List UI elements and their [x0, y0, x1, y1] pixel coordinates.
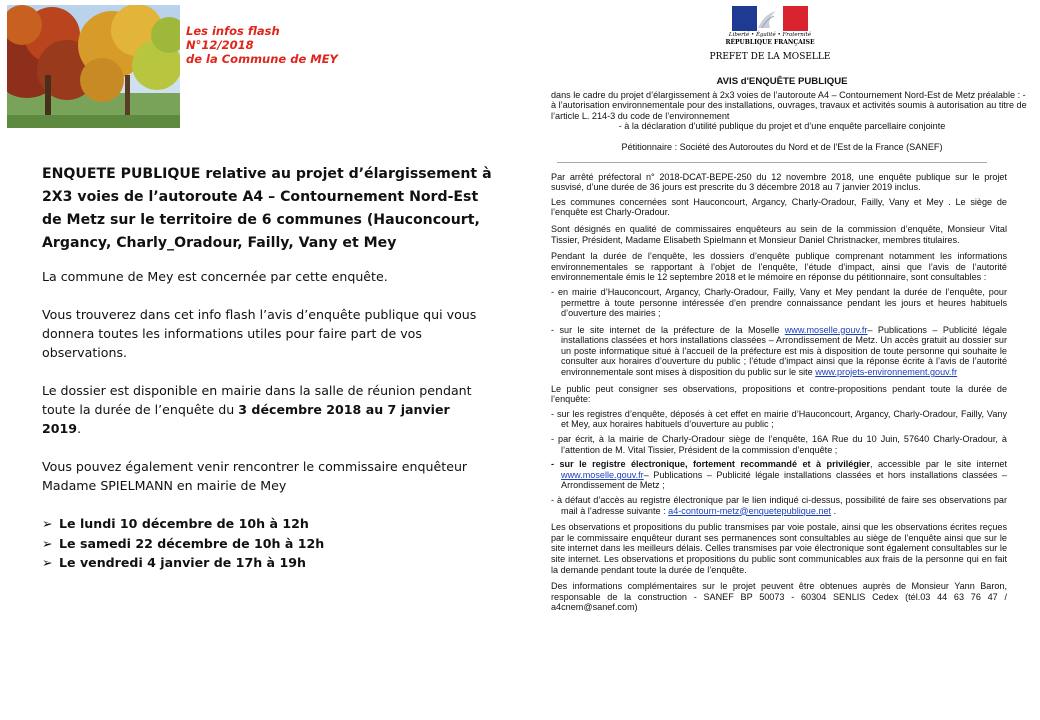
- moselle-link[interactable]: www.moselle.gouv.fr: [784, 324, 868, 335]
- republic-motto: Liberté • Égalité • Fraternité: [728, 32, 812, 38]
- item-text: , accessible par le site internet: [870, 459, 1008, 470]
- item-text: - à défaut d’accès au registre électronique par le lien indiqué ci-dessus, possibilité de faire ses observations par mail à l’adresse suivante :: [551, 495, 1007, 516]
- petitionnaire: Pétitionnaire : Société des Autoroutes du Nord et de l’Est de la France (SANEF): [621, 141, 943, 152]
- flash-header: [186, 24, 338, 66]
- avis-intro-dup: - à la déclaration d’utilité publique du projet et d’une enquête parcellaire conjointe: [618, 121, 946, 132]
- permanence-label: Le samedi 22 décembre de 10h à 12h: [59, 535, 325, 551]
- projets-environnement-link[interactable]: www.projets-environnement.gouv.fr: [815, 367, 958, 378]
- permanence-item: [42, 534, 492, 554]
- item-bold: - sur le registre électronique, fortement recommandé et à privilégier: [551, 459, 871, 470]
- autumn-tree-photo: [7, 5, 180, 128]
- permanence-list: [42, 514, 492, 573]
- avis-list-item: - sur les registres d’enquête, déposés à cet effet en mairie d’Hauconcourt, Argancy, Charly-Oradour, Failly, Vany et Mey, aux horaires habituels d’ouverture au public ;: [551, 408, 1007, 430]
- avis-list-item: [551, 495, 1007, 516]
- p3-text: Le dossier est disponible en mairie dans la salle de réunion pendant toute la durée de l’enquête du: [42, 383, 472, 417]
- chevron-right-icon: ➢: [42, 516, 53, 531]
- avis-body: [537, 172, 1027, 613]
- avis-paragraph: Des informations complémentaires sur le projet peuvent être obtenues auprès de Monsieur Yann Baron, responsable de la construction - SANEF BP 50073 - 60304 SENLIS Cedex (tél.03 44 63 76 47 / a4cnem@sanef.com): [551, 581, 1007, 613]
- permanence-item: [42, 553, 492, 573]
- email-link[interactable]: a4-contourn-metz@enquetepublique.net: [668, 505, 832, 516]
- republique-francaise: RÉPUBLIQUE FRANÇAISE: [725, 39, 815, 46]
- chevron-right-icon: ➢: [42, 535, 53, 551]
- moselle-link[interactable]: www.moselle.gouv.fr: [561, 469, 644, 480]
- avis-list-item: - en mairie d’Hauconcourt, Argancy, Charly-Oradour, Failly, Vany et Mey pendant la durée de l’enquête, pour permettre à toute personne intéressée d’en prendre connaissance pendant les jours et heures habituels d’ouverture des mairies ;: [551, 286, 1007, 319]
- avis-document: [537, 77, 1027, 617]
- left-column: [42, 163, 492, 573]
- item-text: - sur le site internet de la préfecture de la Moselle: [551, 324, 785, 335]
- avis-list-item: [551, 459, 1007, 491]
- prefecture-logo: [705, 6, 835, 63]
- permanence-label: Le vendredi 4 janvier de 17h à 19h: [59, 555, 306, 570]
- avis-paragraph: Pendant la durée de l’enquête, les dossiers d’enquête publique comprenant notamment les informations environnementales se rapportant à l’objet de l’enquête, l’étude d’impact, ainsi que l’avis de l’autorité environnementale émis le 12 septembre 2018 et le mémoire en réponse du pétitionnaire, sont consultables :: [551, 251, 1007, 283]
- chevron-right-icon: ➢: [42, 555, 53, 570]
- avis-paragraph: Par arrêté préfectoral n° 2018-DCAT-BEPE-250 du 12 novembre 2018, une enquête publique sur le projet susvisé, d’une durée de 36 jours est prescrite du 3 décembre 2018 au 7 janvier 2019 inclus.: [551, 171, 1007, 193]
- left-title: ENQUETE PUBLIQUE relative au projet d’élargissement à 2X3 voies de l’autoroute A4 – Contournement Nord-Est de Metz sur le territoire de 6 communes (Hauconcourt, Argancy, Charly_Oradour, Failly, Vany et Mey: [42, 166, 492, 251]
- avis-list-item: [551, 325, 1007, 378]
- prefet-label: PREFET DE LA MOSELLE: [709, 52, 831, 62]
- item-text: .: [831, 505, 837, 516]
- left-paragraph-2: Vous trouverez dans cet info flash l’avis d’enquête publique qui vous donnera toutes les informations utiles pour faire part de vos observations.: [42, 307, 477, 360]
- avis-paragraph: Le public peut consigner ses observations, propositions et contre-propositions pendant toute la durée de l’enquête:: [551, 383, 1007, 405]
- item-text: – Publications – Publicité légale installations classées et hors installations classées – Arrondissement de Metz ;: [561, 469, 1007, 491]
- avis-paragraph: Les observations et propositions du public transmises par voie postale, ainsi que les observations écrites reçues par le commissaire enquêteur durant ses permanences sont consultables au siège de l’enquête ainsi que sur le site internet dans les meilleurs délais. Celles transmises par voie électronique sont également consultables sur le site internet. Les observations et propositions du public sont communicables aux frais de la personne qui en fait la demande pendant toute la durée de l’enquête.: [551, 522, 1007, 575]
- p3-end: .: [77, 421, 82, 436]
- avis-title: AVIS d'ENQUÊTE PUBLIQUE: [716, 76, 848, 87]
- p3-dates: 3 décembre 2018 au 7 janvier 2019: [42, 402, 450, 436]
- flash-line-1: Les infos flash: [186, 24, 280, 38]
- left-paragraph-4: Vous pouvez également venir rencontrer le commissaire enquêteur Madame SPIELMANN en mairie de Mey: [42, 459, 468, 493]
- divider: [557, 162, 987, 163]
- flash-line-2: N°12/2018: [186, 38, 254, 52]
- permanence-label: Le lundi 10 décembre de 10h à 12h: [59, 516, 309, 531]
- item-text: – Publications – Publicité légale installations classées et hors installations classées – Arrondissement de Metz. Un accès gratuit au dossier sur un poste informatique situé à l’accueil de la préfecture est mis à disposition de toute personne qui souhaite le consulter aux horaires d’ouverture du public ; l’étude d’impact ainsi que la réponse écrite à l’avis de l’autorité environnementale sont mises à disposition du public sur le site: [561, 324, 1007, 378]
- avis-paragraph: Sont désignés en qualité de commissaires enquêteurs au sein de la commission d’enquête, Monsieur Vital Tissier, Président, Madame Elisabeth Spielmann et Monsieur Daniel Christnacker, membres titulaires.: [551, 223, 1007, 245]
- avis-intro: dans le cadre du projet d’élargissement à 2x3 voies de l’autoroute A4 – Contournement Nord-Est de Metz préalable : - à l’autorisation environnementale pour des installations, ouvrages, travaux et activités soumis à autorisation au titre de l’article L. 214-3 du code de l’environnement: [551, 89, 1027, 121]
- left-paragraph-3: [42, 381, 492, 438]
- avis-paragraph: Les communes concernées sont Hauconcourt, Argancy, Charly-Oradour, Failly, Vany et Mey . Le siège de l’enquête est Charly-Oradour.: [551, 196, 1007, 218]
- left-paragraph-1: La commune de Mey est concernée par cette enquête.: [42, 269, 388, 284]
- avis-list-item: - par écrit, à la mairie de Charly-Oradour siège de l’enquête, 16A Rue du 10 Juin, 57640 Charly-Oradour, à l’attention de M. Vital Tissier, Président de la commission d’enquête ;: [551, 434, 1007, 455]
- flash-line-3: de la Commune de MEY: [186, 52, 338, 66]
- permanence-item: [42, 514, 492, 534]
- marianne-flag-icon: [732, 6, 808, 31]
